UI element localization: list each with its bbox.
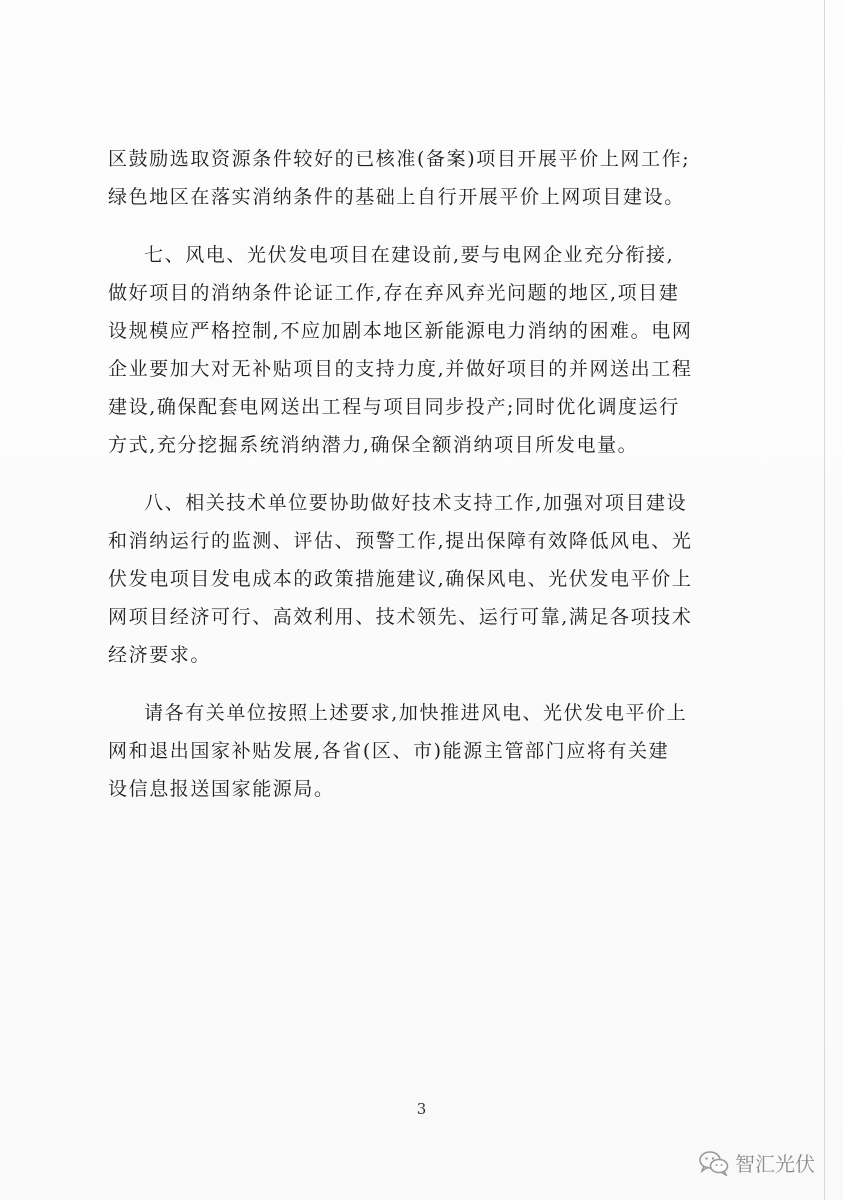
page-edge: [824, 0, 825, 1200]
text-line: 经济要求。: [108, 644, 212, 666]
page-number: 3: [416, 1100, 427, 1118]
paragraph: [108, 140, 718, 216]
text-line: 网和退出国家补贴发展,各省(区、市)能源主管部门应将有关建: [108, 740, 670, 762]
paragraph: [108, 694, 718, 808]
text-line: 设规模应严格控制,不应加剧本地区新能源电力消纳的困难。电网: [108, 320, 693, 342]
paragraph: [108, 484, 718, 674]
text-line: 企业要加大对无补贴项目的支持力度,并做好项目的并网送出工程: [108, 358, 693, 380]
text-line: 建设,确保配套电网送出工程与项目同步投产;同时优化调度运行: [108, 396, 680, 418]
text-line: 方式,充分挖掘系统消纳潜力,确保全额消纳项目所发电量。: [108, 434, 639, 456]
text-line: 伏发电项目发电成本的政策措施建议,确保风电、光伏发电平价上: [108, 568, 693, 590]
text-line: 网项目经济可行、高效利用、技术领先、运行可靠,满足各项技术: [108, 606, 693, 628]
text-line: 设信息报送国家能源局。: [108, 778, 335, 800]
paragraph: [108, 236, 718, 464]
text-line: 八、相关技术单位要协助做好技术支持工作,加强对项目建设: [144, 492, 688, 514]
watermark-text: 智汇光伏: [735, 1152, 815, 1176]
text-line: 请各有关单位按照上述要求,加快推进风电、光伏发电平价上: [144, 702, 688, 724]
text-line: 和消纳运行的监测、评估、预警工作,提出保障有效降低风电、光: [108, 530, 693, 552]
text-line: 做好项目的消纳条件论证工作,存在弃风弃光问题的地区,项目建: [108, 282, 680, 304]
document-body: [108, 140, 718, 808]
text-line: 区鼓励选取资源条件较好的已核准(备案)项目开展平价上网工作;: [108, 148, 691, 170]
text-line: 七、风电、光伏发电项目在建设前,要与电网企业充分衔接,: [144, 244, 675, 266]
watermark: [699, 1148, 815, 1177]
wechat-icon: [699, 1150, 729, 1176]
text-line: 绿色地区在落实消纳条件的基础上自行开展平价上网项目建设。: [108, 186, 685, 208]
